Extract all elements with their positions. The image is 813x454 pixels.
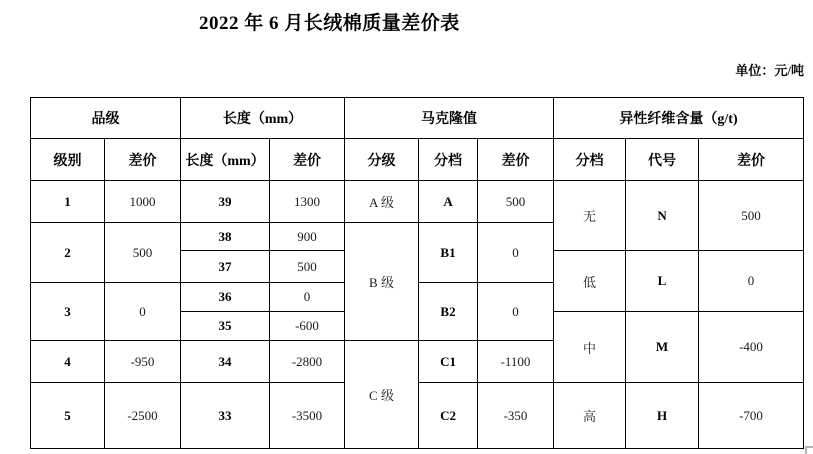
- micronaire-diff-cell: 0: [478, 283, 554, 341]
- sub-header-level: 级别: [31, 139, 105, 181]
- micronaire-class-cell: B 级: [345, 223, 419, 341]
- micronaire-tier-cell: B2: [419, 283, 478, 341]
- grade-diff-cell: 1000: [105, 181, 181, 223]
- grade-level-cell: 2: [31, 223, 105, 283]
- group-header-length: 长度（mm）: [181, 98, 345, 139]
- grade-diff-cell: -2500: [105, 383, 181, 449]
- grade-level-cell: 5: [31, 383, 105, 449]
- micronaire-class-cell: C 级: [345, 341, 419, 449]
- fiber-diff-cell: 0: [699, 251, 804, 312]
- fiber-diff-cell: -700: [699, 383, 804, 449]
- grade-level-cell: 1: [31, 181, 105, 223]
- group-header-grade: 品级: [31, 98, 181, 139]
- sub-header-class: 分级: [345, 139, 419, 181]
- unit-label: 单位：元/吨: [735, 63, 804, 78]
- fiber-tier-cell: 无: [554, 181, 626, 251]
- length-diff-cell: 900: [270, 223, 345, 251]
- length-diff-cell: 500: [270, 251, 345, 283]
- micronaire-diff-cell: -1100: [478, 341, 554, 383]
- fiber-code-cell: N: [626, 181, 699, 251]
- grade-diff-cell: 0: [105, 283, 181, 341]
- sub-header-grade-diff: 差价: [105, 139, 181, 181]
- grade-diff-cell: -950: [105, 341, 181, 383]
- micronaire-diff-cell: 0: [478, 223, 554, 283]
- fiber-diff-cell: -400: [699, 312, 804, 383]
- length-diff-cell: 0: [270, 283, 345, 312]
- price-table: [30, 97, 804, 449]
- micronaire-tier-cell: A: [419, 181, 478, 223]
- micronaire-diff-cell: -350: [478, 383, 554, 449]
- group-header-micronaire: 马克隆值: [345, 98, 554, 139]
- table-resize-handle[interactable]: [805, 446, 813, 454]
- length-mm-cell: 35: [181, 312, 270, 341]
- sub-header-fiber-code: 代号: [626, 139, 699, 181]
- grade-diff-cell: 500: [105, 223, 181, 283]
- fiber-diff-cell: 500: [699, 181, 804, 251]
- length-mm-cell: 38: [181, 223, 270, 251]
- sub-header-mic-diff: 差价: [478, 139, 554, 181]
- micronaire-tier-cell: C1: [419, 341, 478, 383]
- micronaire-diff-cell: 500: [478, 181, 554, 223]
- length-mm-cell: 36: [181, 283, 270, 312]
- fiber-tier-cell: 中: [554, 312, 626, 383]
- fiber-code-cell: L: [626, 251, 699, 312]
- group-header-foreign-fiber: 异性纤维含量（g/t): [554, 98, 804, 139]
- sub-header-fiber-diff: 差价: [699, 139, 804, 181]
- micronaire-tier-cell: B1: [419, 223, 478, 283]
- length-diff-cell: -3500: [270, 383, 345, 449]
- sub-header-length-diff: 差价: [270, 139, 345, 181]
- length-mm-cell: 37: [181, 251, 270, 283]
- page-title: 2022 年 6 月长绒棉质量差价表: [199, 13, 460, 34]
- length-mm-cell: 34: [181, 341, 270, 383]
- fiber-code-cell: H: [626, 383, 699, 449]
- length-diff-cell: -2800: [270, 341, 345, 383]
- length-mm-cell: 33: [181, 383, 270, 449]
- grade-level-cell: 4: [31, 341, 105, 383]
- sub-header-fiber-tier: 分档: [554, 139, 626, 181]
- micronaire-class-cell: A 级: [345, 181, 419, 223]
- sub-header-mic-tier: 分档: [419, 139, 478, 181]
- length-mm-cell: 39: [181, 181, 270, 223]
- length-diff-cell: -600: [270, 312, 345, 341]
- fiber-tier-cell: 高: [554, 383, 626, 449]
- length-diff-cell: 1300: [270, 181, 345, 223]
- fiber-tier-cell: 低: [554, 251, 626, 312]
- grade-level-cell: 3: [31, 283, 105, 341]
- micronaire-tier-cell: C2: [419, 383, 478, 449]
- sub-header-length-mm: 长度（mm）: [181, 139, 270, 181]
- fiber-code-cell: M: [626, 312, 699, 383]
